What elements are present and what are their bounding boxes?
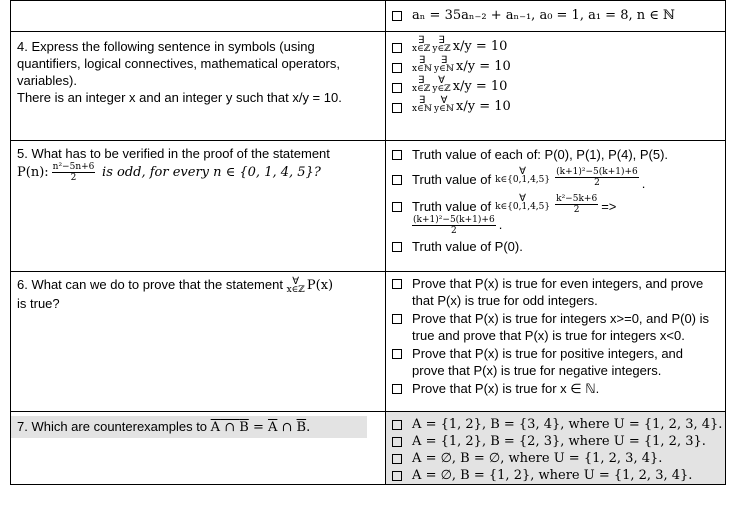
- question-sentence: There is an integer x and an integer y such that x/y = 10.: [17, 90, 342, 105]
- option-text: Prove that P(x) is true for positive integers, and prove that P(x) is true for negative integers.: [412, 346, 684, 378]
- statement-label: P(n):: [17, 164, 49, 180]
- statement-tail: is odd, for every n ∈ {0, 1, 4, 5}?: [102, 164, 321, 180]
- option-3-continued: $\frac{\text{(k+1)²−5(k+1)+6}}{2}$ .: [413, 215, 503, 236]
- table-row: [11, 412, 726, 485]
- predicate: P(x): [306, 278, 334, 293]
- checkbox[interactable]: [392, 314, 402, 324]
- option-1[interactable]: [392, 275, 725, 309]
- checkbox[interactable]: [392, 103, 402, 113]
- checkbox[interactable]: [392, 420, 402, 430]
- table-row: [11, 32, 726, 141]
- forall-quantifier: ∀ k∈{0,1,4,5}: [495, 193, 551, 212]
- answer-cell-6: [386, 272, 726, 412]
- set-equation: $\overline{A}$ ∩ $\overline{B} = \overline{A}$ ∩ $\overline{B}$.: [210, 420, 311, 435]
- question-cell-7: [11, 412, 386, 485]
- fraction: $\frac{\text{(k+1)²−5(k+1)+6}}{2}$: [413, 215, 495, 236]
- option-1[interactable]: [392, 416, 725, 433]
- option-4[interactable]: [392, 238, 725, 255]
- option-body: x/y = 10: [452, 79, 508, 94]
- option-4[interactable]: [392, 467, 725, 484]
- option-text: Truth value of P(0).: [412, 239, 523, 254]
- quantifier-1: ∃ x∈ℤ: [412, 75, 431, 94]
- answer-cell-5: [386, 141, 726, 272]
- option-body: x/y = 10: [456, 59, 511, 74]
- quiz-table: [10, 0, 726, 485]
- option-body: x/y = 10: [456, 99, 511, 114]
- table-row: [11, 272, 726, 412]
- checkbox[interactable]: [392, 471, 402, 481]
- option-3[interactable]: [392, 194, 725, 215]
- checkbox[interactable]: [392, 384, 402, 394]
- option-text: A = ∅, B = ∅, where U = {1, 2, 3, 4}.: [412, 451, 663, 466]
- quantifier-2: ∀ y∈ℤ: [432, 75, 451, 94]
- quantifier-1: ∃ x∈ℕ: [412, 55, 433, 74]
- checkbox[interactable]: [392, 349, 402, 359]
- question-prompt: 6. What can we do to prove that the statement: [17, 277, 283, 292]
- option-3[interactable]: [392, 450, 725, 467]
- fraction: $\frac{\text{n²−5n+6}}{2}$: [52, 162, 95, 183]
- option-text: Prove that P(x) is true for even integers, and prove that P(x) is true for odd integers.: [412, 276, 704, 308]
- question-cell-4: [11, 32, 386, 141]
- option-2[interactable]: [392, 56, 725, 75]
- option-text: A = {1, 2}, B = {3, 4}, where U = {1, 2, 3, 4}.: [412, 417, 723, 432]
- checkbox[interactable]: [392, 43, 402, 53]
- option-2[interactable]: [392, 433, 725, 450]
- option-text: Prove that P(x) is true for x ∈ ℕ.: [412, 381, 600, 396]
- option-2[interactable]: [392, 167, 725, 192]
- empty-question-cell: [11, 1, 386, 32]
- table-row: [11, 1, 726, 32]
- checkbox[interactable]: [392, 63, 402, 73]
- option-recurrence[interactable]: [392, 7, 725, 24]
- option-text: aₙ = 35aₙ₋₂ + aₙ₋₁, a₀ = 1, a₁ = 8, n ∈ ℕ: [412, 8, 675, 23]
- option-4[interactable]: [392, 96, 725, 115]
- question-prompt: 4. Express the following sentence in symbols (using quantifiers, logical connectives, mathematical operators, variables).: [17, 39, 340, 88]
- option-body: x/y = 10: [452, 39, 508, 54]
- quantifier-2: ∃ y∈ℕ: [434, 55, 454, 74]
- table-row: [11, 141, 726, 272]
- checkbox[interactable]: [392, 242, 402, 252]
- period: .: [641, 176, 646, 191]
- question-cell-5: [11, 141, 386, 272]
- answer-cell: [386, 1, 726, 32]
- fraction: $\frac{\text{(k+1)²−5(k+1)+6}}{2}$: [556, 167, 638, 188]
- option-label: Truth value of: [412, 172, 492, 187]
- checkbox[interactable]: [392, 279, 402, 289]
- fraction: $\frac{\text{k²−5k+6}}{2}$: [556, 194, 598, 215]
- option-text: A = {1, 2}, B = {2, 3}, where U = {1, 2, 3}.: [412, 434, 706, 449]
- answer-cell-7: [386, 412, 726, 485]
- option-text: Truth value of each of: P(0), P(1), P(4), P(5).: [412, 147, 669, 162]
- checkbox[interactable]: [392, 454, 402, 464]
- answer-cell-4: [386, 32, 726, 141]
- option-1[interactable]: [392, 36, 725, 55]
- forall-quantifier: ∀ x∈ℤ: [286, 275, 305, 295]
- checkbox[interactable]: [392, 437, 402, 447]
- checkbox[interactable]: [392, 11, 402, 21]
- implies-arrow: =>: [601, 199, 617, 214]
- quantifier-1: ∃ x∈ℤ: [412, 35, 431, 54]
- question-tail: is true?: [17, 295, 60, 311]
- forall-quantifier: ∀ k∈{0,1,4,5}: [495, 166, 551, 185]
- checkbox[interactable]: [392, 83, 402, 93]
- option-text: A = ∅, B = {1, 2}, where U = {1, 2, 3, 4}.: [412, 468, 693, 483]
- option-label: Truth value of: [412, 199, 492, 214]
- option-4[interactable]: [392, 380, 725, 397]
- quantifier-1: ∃ x∈ℕ: [412, 95, 433, 114]
- question-prompt: 5. What has to be verified in the proof of the statement: [17, 146, 330, 161]
- question-cell-6: [11, 272, 386, 412]
- checkbox[interactable]: [392, 175, 402, 185]
- option-3[interactable]: [392, 345, 725, 379]
- quantifier-2: ∃ y∈ℤ: [432, 35, 451, 54]
- checkbox[interactable]: [392, 202, 402, 212]
- option-3[interactable]: [392, 76, 725, 95]
- option-1[interactable]: [392, 146, 725, 163]
- option-text: Prove that P(x) is true for integers x>=0, and P(0) is true and prove that P(x) is true for integers x<0.: [412, 311, 710, 343]
- question-prompt: 7. Which are counterexamples to: [17, 419, 208, 434]
- quantifier-2: ∀ y∈ℕ: [434, 95, 454, 114]
- option-2[interactable]: [392, 310, 725, 344]
- checkbox[interactable]: [392, 150, 402, 160]
